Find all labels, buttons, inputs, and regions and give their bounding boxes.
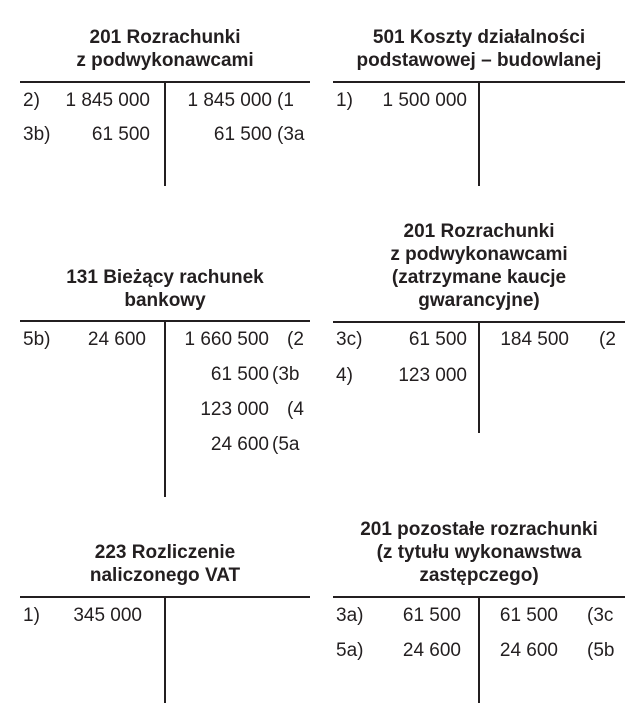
credit-entry — [20, 122, 310, 148]
account-title-line: naliczonego VAT — [89, 565, 241, 586]
account-title-line: 131 Bieżący rachunek — [66, 267, 264, 288]
account-title-line: bankowy — [124, 290, 206, 311]
entry-amount: 123 000 — [200, 399, 269, 420]
credit-entry — [333, 638, 625, 664]
entry-amount: 123 000 — [398, 365, 467, 386]
entry-ref: (3a — [277, 124, 305, 145]
debit-entry — [20, 603, 310, 629]
account-title-line: (z tytułu wykonawstwa — [376, 542, 582, 563]
entry-ref: (4 — [287, 399, 304, 420]
account-title-line: 201 Rozrachunki — [89, 27, 241, 48]
entry-ref: (5a — [272, 434, 300, 455]
entry-ref: 1) — [336, 90, 353, 111]
entry-amount: 184 500 — [500, 329, 569, 350]
account-title — [20, 26, 310, 72]
entry-amount: 1 845 000 — [65, 90, 150, 111]
account-title — [20, 266, 310, 312]
entry-ref: (3b — [272, 364, 300, 385]
entry-amount: 61 500 — [91, 124, 150, 145]
entry-amount: 1 845 000 — [187, 90, 272, 111]
t-account-501 — [333, 20, 625, 190]
account-title-line: gwarancyjne) — [418, 290, 540, 311]
entry-ref: 2) — [23, 90, 40, 111]
t-account-201-pozostale — [333, 512, 625, 708]
entry-ref: 3b) — [23, 124, 51, 145]
account-title — [333, 26, 625, 72]
credit-entry — [20, 397, 310, 423]
debit-entry — [333, 88, 625, 114]
t-account-201-kaucje — [333, 218, 625, 438]
account-title — [333, 518, 625, 587]
entry-ref: 5a) — [336, 640, 364, 661]
entry-ref: (3c — [587, 605, 614, 626]
account-title-line: zastępczego) — [419, 565, 539, 586]
credit-entry — [333, 327, 625, 353]
account-title-line: 201 Rozrachunki — [403, 221, 555, 242]
entry-amount: 1 660 500 — [184, 329, 269, 350]
credit-entry — [20, 362, 310, 388]
account-title-line: podstawowej – budowlanej — [356, 50, 602, 71]
entry-ref: 1) — [23, 605, 40, 626]
entry-ref: (2 — [287, 329, 304, 350]
credit-entry — [20, 327, 310, 353]
account-title-line: z podwykonawcami — [390, 244, 568, 265]
entry-amount: 61 500 — [499, 605, 558, 626]
account-title — [20, 541, 310, 587]
entry-amount: 1 500 000 — [382, 90, 467, 111]
t-account-131 — [20, 262, 310, 502]
entry-amount: 24 600 — [402, 640, 461, 661]
entry-ref: 3a) — [336, 605, 364, 626]
credit-entry — [20, 432, 310, 458]
t-account-223 — [20, 538, 310, 708]
debit-entry — [333, 363, 625, 389]
entry-amount: 24 600 — [87, 329, 146, 350]
t-account-201-podwykonawcy — [20, 20, 310, 190]
entry-ref: 4) — [336, 365, 353, 386]
entry-amount: 61 500 — [213, 124, 272, 145]
account-title — [333, 220, 625, 312]
credit-entry — [333, 603, 625, 629]
entry-amount: 61 500 — [210, 364, 269, 385]
entry-ref: (2 — [599, 329, 616, 350]
account-title-line: (zatrzymane kaucje — [391, 267, 567, 288]
entry-amount: 345 000 — [73, 605, 142, 626]
account-title-line: z podwykonawcami — [76, 50, 254, 71]
entry-ref: (5b — [587, 640, 615, 661]
entry-amount: 24 600 — [499, 640, 558, 661]
account-title-line: 201 pozostałe rozrachunki — [360, 519, 598, 540]
entry-amount: 24 600 — [210, 434, 269, 455]
entry-amount: 61 500 — [408, 329, 467, 350]
account-title-line: 501 Koszty działalności — [372, 27, 586, 48]
entry-ref: 3c) — [336, 329, 363, 350]
entry-ref: (1 — [277, 90, 294, 111]
credit-entry — [20, 88, 310, 114]
entry-amount: 61 500 — [402, 605, 461, 626]
entry-ref: 5b) — [23, 329, 51, 350]
account-title-line: 223 Rozliczenie — [94, 542, 236, 563]
